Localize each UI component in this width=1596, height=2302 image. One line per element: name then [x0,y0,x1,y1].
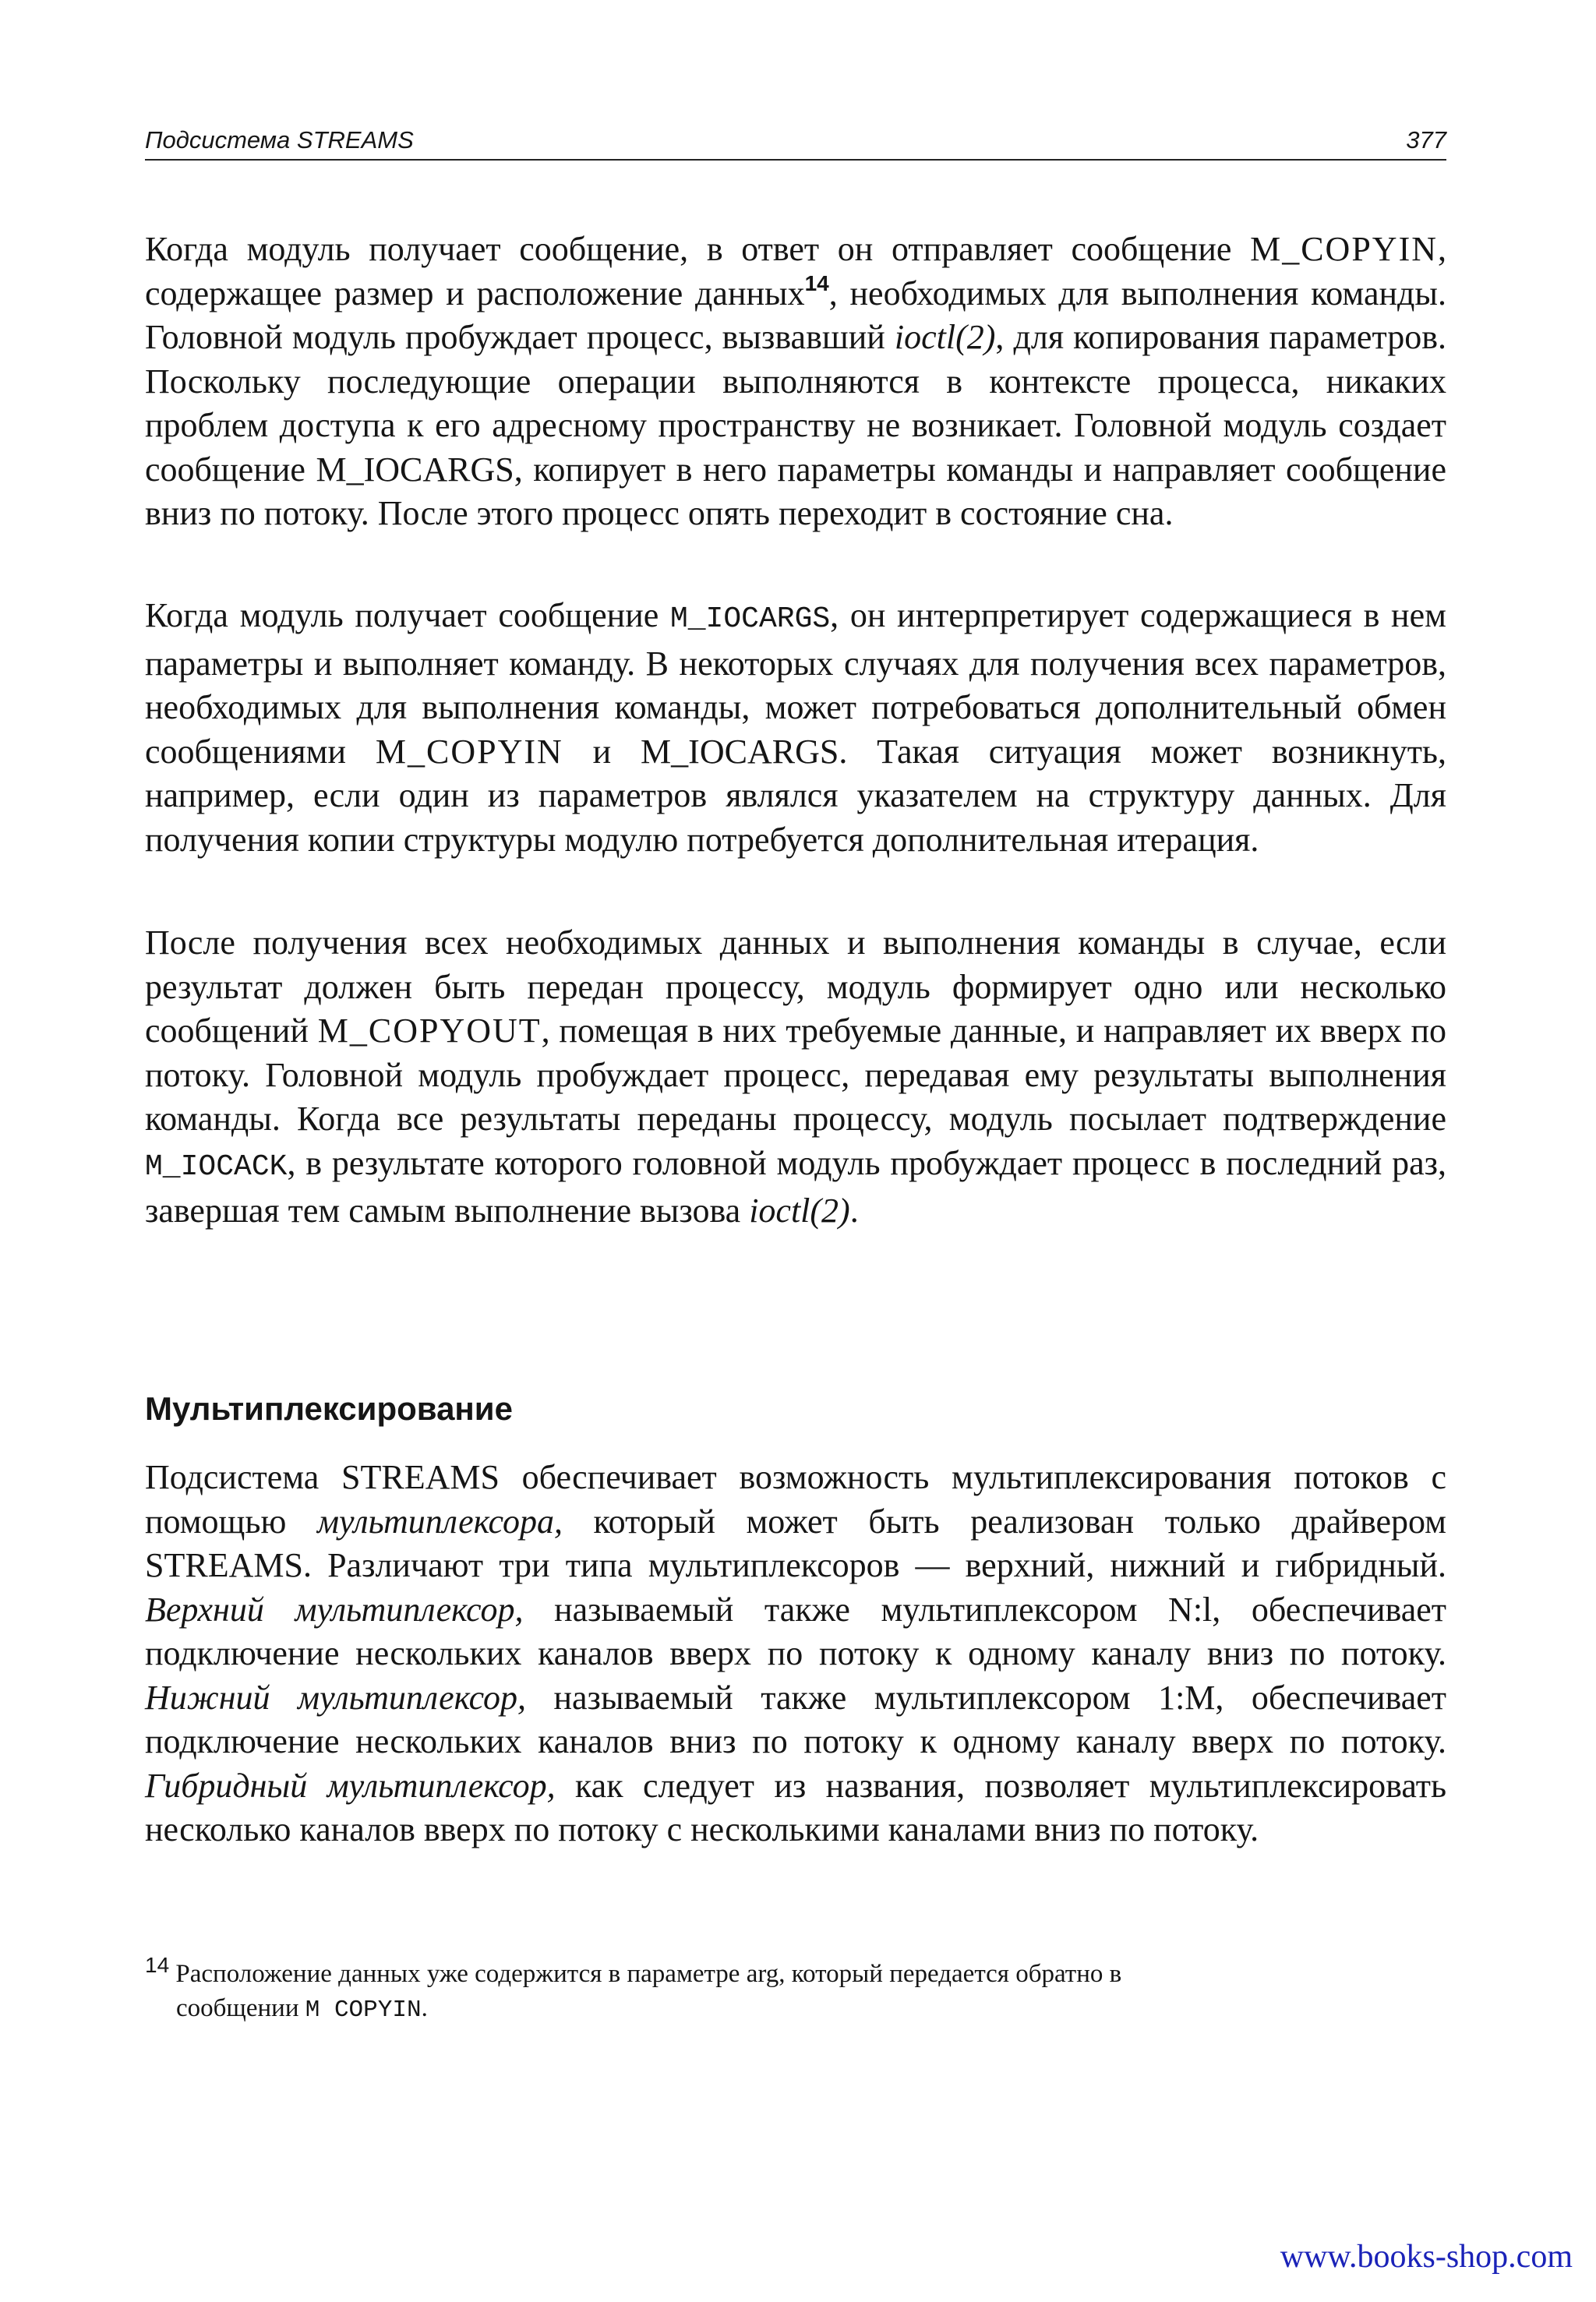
watermark-link: www.books-shop.com [1280,2239,1573,2275]
page-number: 377 [1406,126,1446,154]
footnote-text: Расположение данных уже содержится в параметре arg, который передается обратно в [169,1960,1122,1988]
message-name-m-iocargs: M_IOCARGS [641,732,839,771]
term-lower-multiplexor: Нижний мультиплексор, [145,1678,526,1717]
running-head [145,125,1446,161]
text-segment: , содержащее размер и расположение данных [145,230,1446,312]
text-segment: , он интерпретирует содержащиеся в нем параметры и выполняет команду. В некоторых случаях для получения всех параметров, необходимых для выполнения команды, может потребоваться дополнительный обмен сообщениями [145,596,1446,771]
footnote [145,1948,1446,2028]
text-segment: называемый также мультиплексором 1:М, обеспечивает подключение нескольких каналов вниз по потоку к одному каналу вверх по потоку. [145,1678,1446,1760]
message-name-m-iocargs: M_IOCARGS [316,450,514,489]
text-segment: , копирует в него параметры команды и направляет сообщение вниз по потоку. После этого процесс опять переходит в состояние сна. [145,450,1446,532]
syscall-ioctl: ioctl(2) [749,1192,850,1230]
paragraph-3 [145,921,1446,1234]
message-name-m-copyin: M_COPYIN [1250,230,1438,268]
text-segment: Когда модуль получает сообщение, в ответ он отправляет сообщение [145,230,1251,268]
footnote-code: M COPYIN [305,1997,422,2024]
text-segment: Подсистема STREAMS обеспечивает возможность мультиплексирования потоков с помощью [145,1458,1446,1541]
footnote-text: . [421,1994,428,2022]
term-hybrid-multiplexor: Гибридный мультиплексор, [145,1766,556,1805]
text-segment: После получения всех необходимых данных и выполнения команды в случае, если результат должен быть передан процессу, модуль формирует одно или несколько сообщений [145,923,1446,1050]
term-multiplexor: мультиплексора, [316,1502,563,1541]
syscall-ioctl: ioctl(2) [894,318,996,356]
text-segment: называемый также мультиплексором N:l, обеспечивает подключение нескольких каналов вверх по потоку к одному каналу вниз по потоку. [145,1590,1446,1672]
text-segment: , помещая в них требуемые данные, и направляет их вверх по потоку. Головной модуль пробуждает процесс, передавая ему результаты выполнения команды. Когда все результаты переданы процессу, модуль посылает подтверждение [145,1012,1447,1138]
text-segment: . Такая ситуация может возникнуть, например, если один из параметров являлся указателем на структуру данных. Для получения копии структуры модулю потребуется дополнительная итерация. [145,732,1446,859]
text-segment: Когда модуль получает сообщение [145,596,670,634]
text-segment: , для копирования параметров. Поскольку последующие операции выполняются в контексте процесса, никаких проблем доступа к его адресному пространству не возникает. Головной модуль создает сообщение [145,318,1446,489]
paragraph-1 [145,228,1446,536]
message-name-m-iocack: M_IOCACK [145,1149,288,1184]
text-segment: . [849,1192,859,1230]
text-segment: и [563,732,641,771]
text-segment: , в результате которого головной модуль пробуждает процесс в последний раз, завершая тем самым выполнение вызова [145,1143,1446,1230]
paragraph-4 [145,1456,1446,1852]
message-name-m-copyout: M_COPYOUT [317,1012,542,1050]
text-segment: как следует из названия, позволяет мультиплексировать несколько каналов вверх по потоку с несколькими каналами вниз по потоку. [145,1766,1447,1848]
message-name-m-copyin: M_COPYIN [375,732,563,771]
text-segment: , необходимых для выполнения команды. Головной модуль пробуждает процесс, вызвавший [145,274,1446,356]
text-segment: который может быть реализован только драйвером STREAMS. Различают три типа мультиплексоров — верхний, нижний и гибридный. [145,1502,1446,1584]
message-name-m-iocargs-mono: M_IOCARGS [669,602,831,636]
footnote-text: сообщении [176,1994,305,2022]
footnote-reference: 14 [804,270,829,295]
running-head-title: Подсистема STREAMS [145,126,414,154]
term-upper-multiplexor: Верхний мультиплексор, [145,1590,524,1629]
section-heading: Мультиплексирование [145,1390,513,1427]
paragraph-2 [145,594,1446,862]
footnote-number: 14 [145,1953,170,1977]
